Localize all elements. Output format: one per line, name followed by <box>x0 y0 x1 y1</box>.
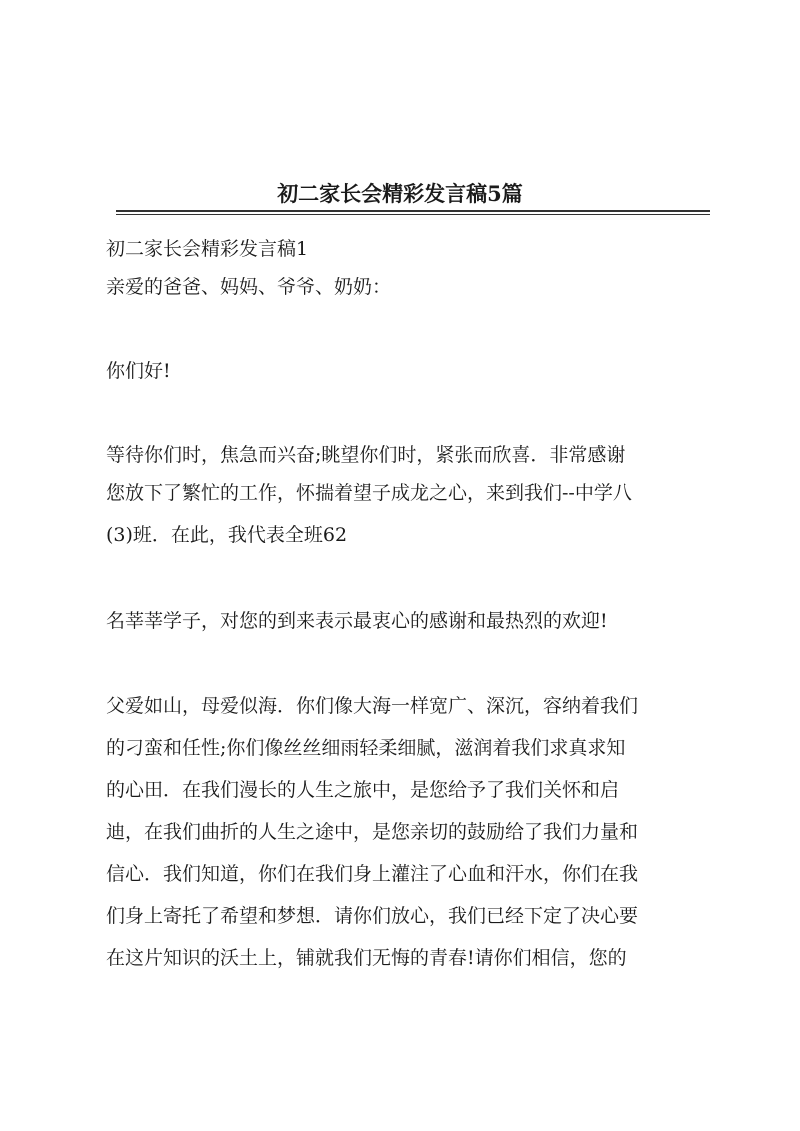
paragraph-2-line-1: 名莘莘学子，对您的到来表示最衷心的感谢和最热烈的欢迎! <box>106 610 608 632</box>
title-divider-thick <box>116 210 710 212</box>
hello-line: 你们好! <box>106 360 171 382</box>
paragraph-1-line-2: 您放下了繁忙的工作，怀揣着望子成龙之心，来到我们--中学八 <box>106 482 632 504</box>
paragraph-3-line-6: 们身上寄托了希望和梦想．请你们放心，我们已经下定了决心要 <box>106 905 639 927</box>
paragraph-3-line-7: 在这片知识的沃土上，铺就我们无悔的青春!请你们相信，您的 <box>106 947 627 969</box>
section-subtitle: 初二家长会精彩发言稿1 <box>106 238 309 260</box>
greeting-line: 亲爱的爸爸、妈妈、爷爷、奶奶： <box>106 276 392 298</box>
paragraph-3-line-4: 迪，在我们曲折的人生之途中，是您亲切的鼓励给了我们力量和 <box>106 821 639 843</box>
paragraph-3-line-2: 的刁蛮和任性;你们像丝丝细雨轻柔细腻，滋润着我们求真求知 <box>106 737 626 759</box>
page-title: 初二家长会精彩发言稿5篇 <box>277 181 523 207</box>
paragraph-1-line-1: 等待你们时，焦急而兴奋;眺望你们时，紧张而欣喜．非常感谢 <box>106 444 626 466</box>
paragraph-3-line-3: 的心田．在我们漫长的人生之旅中，是您给予了我们关怀和启 <box>106 779 620 801</box>
paragraph-3-line-5: 信心．我们知道，你们在我们身上灌注了心血和汗水，你们在我 <box>106 863 639 885</box>
paragraph-3-line-1: 父爱如山，母爱似海．你们像大海一样宽广、深沉，容纳着我们 <box>106 695 639 717</box>
paragraph-1-line-3: (3)班．在此，我代表全班62 <box>106 524 348 546</box>
title-divider-thin <box>116 214 710 215</box>
